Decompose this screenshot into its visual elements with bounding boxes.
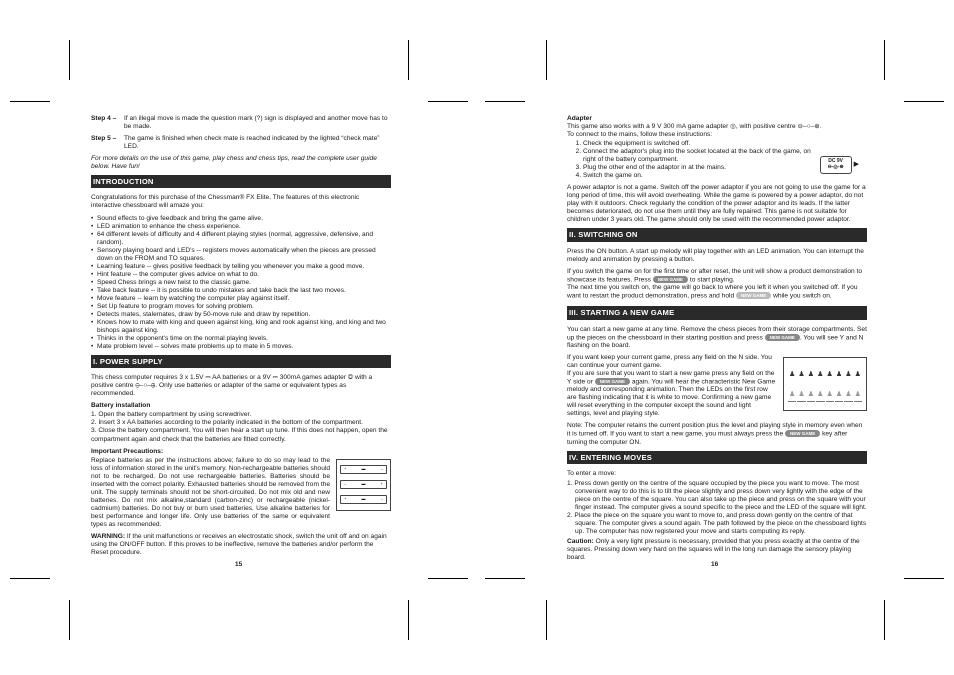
section-header-starting-new-game: III. STARTING A NEW GAME (567, 306, 867, 319)
adapter-text-part: This game also works with a 9 V 300 mA game adapter (567, 123, 729, 131)
new-game-key-icon: NEW GAME (653, 276, 688, 283)
adapter-plug-icon: ◎ (347, 374, 354, 382)
section-header-entering-moves: IV. ENTERING MOVES (567, 451, 867, 464)
switch-text-part: to start playing. (689, 276, 735, 283)
adapter-steps-block (567, 140, 867, 184)
list-item: 2. Place the piece on the square you want to move to, and press down gently on the centre of that square. The computer gives a sound again. The path followed by the piece on the chessboard lights up. The computer has now registered your move and starts computing its reply. (567, 512, 867, 536)
list-item: • Mate problem level -- solves mate problems up to mate in 5 moves. (91, 343, 391, 351)
warning-text: If the unit malfunctions or receives an electrostatic shock, switch the unit off and on again using the ON/OFF button. If this proves to be ineffective, remove the batteries and/or perform the Reset procedure. (91, 532, 387, 556)
list-item: • Set Up feature to program moves for solving problem. (91, 303, 391, 311)
list-item: • Sound effects to give feedback and bring the game alive. (91, 215, 391, 223)
crop-mark (884, 40, 885, 80)
switch-text-2 (567, 268, 867, 301)
list-item: • Detects mates, stalemates, draw by 50-move rule and draw by repetition. (91, 311, 391, 319)
start-note-part: Note: The computer retains the current position plus the level and playing style in memory even when it is turned off. If you want to start a new game, you must always press the (567, 422, 863, 438)
step-text: If an illegal move is made the question mark (?) sign is displayed and another move has to be made. (124, 115, 388, 131)
start-text-block (567, 354, 777, 423)
right-page (567, 115, 867, 566)
power-text (91, 374, 391, 398)
enter-steps (567, 480, 867, 536)
list-item: 1. Press down gently on the centre of the square occupied by the piece you want to move. The most convenient way to do this is to tilt the piece slightly and press down very lightly with the edge of the piece on the centre of the square. You can also take up the piece and press on the square with your finger instead. The computer gives a sound specific to the piece and the LED of the square will light. (567, 480, 867, 512)
crop-mark (428, 101, 468, 102)
adapter-text (567, 123, 867, 139)
switch-text-part: The next time you switch on, the game will go back to where you left it when you switched off. If you want to restart the product demonstration, press and hold (567, 284, 858, 300)
warning-label: WARNING: (91, 532, 126, 540)
step-label: Step 4 – (91, 115, 117, 122)
feature-list (91, 215, 391, 352)
crop-mark (69, 40, 70, 80)
step-text: The game is finished when check mate is reached indicated by the lighted “check mate” LED. (124, 135, 380, 151)
dc-symbol-icon: ⎓ (205, 374, 211, 382)
precautions-block (91, 457, 391, 529)
adapter-warning: A power adaptor is not a game. Switch off the power adaptor if you are not going to use the game for a long period of time, this will avoid overheating. While the game is powered by a power adaptor, do not play with it outdoors. Check regularly the condition of the power adaptor and its leads. If the latter becomes deteriorated, do not use them until they are fully repaired. This game is not suitable for children under 3 years old. The game should only be used with the recommended power adaptor. (567, 184, 866, 224)
crop-mark (904, 101, 944, 102)
start-text-part: You can start a new game at any time. Remove the chess pieces from their storage compartments. Set up the pieces on the chessboard in their starting position and press (567, 325, 867, 341)
arrow-right-icon: ▶ (853, 160, 859, 168)
caution-paragraph (567, 538, 867, 562)
new-game-key-icon: NEW GAME (736, 292, 771, 299)
list-item: • LED animation to enhance the chess experience. (91, 223, 391, 231)
adapter-label: DC 9V (828, 158, 843, 165)
battery-icon: + ▬ – (340, 495, 387, 504)
section-header-introduction: INTRODUCTION (91, 175, 391, 188)
enter-intro: To enter a move: (567, 470, 617, 478)
power-text-part: AA batteries or a 9V (212, 374, 271, 382)
list-item: • Hint feature -- the computer gives advice on what to do. (91, 271, 391, 279)
new-game-key-icon: NEW GAME (595, 378, 630, 385)
crop-mark (69, 600, 70, 640)
new-game-key-icon: NEW GAME (785, 430, 820, 437)
battery-icon: + ▬ – (340, 465, 387, 474)
adapter-illustration (820, 146, 859, 184)
list-item: • Thinks in the opponent's time on the normal playing levels. (91, 335, 391, 343)
list-item: • Learning feature -- gives positive feedback by telling you whenever you make a good move. (91, 263, 391, 271)
list-item: • 64 different levels of difficulty and 4 different playing styles (normal, aggressive, defensive, and random). (91, 231, 391, 247)
page-number: 15 (235, 561, 243, 568)
list-item: 3. Close the battery compartment. You will then hear a start up tune. If this does not happen, open the compartment again and check that the batteries are fitted correctly. (91, 427, 388, 443)
new-game-key-icon: NEW GAME (765, 334, 800, 341)
crop-mark (546, 600, 547, 640)
battery-install-title: Battery installation (91, 402, 151, 410)
adapter-text-part: , with positive centre (735, 123, 796, 131)
start-text-2: If you want keep your current game, press any field on the N side. You can continue your current game. (567, 353, 772, 369)
crop-mark (10, 101, 50, 102)
list-item: 2. Connect the adaptor's plug into the socket located at the back of the game, on right of the battery compartment. (583, 148, 814, 164)
caution-text: Only a very light pressure is necessary, provided that you press exactly at the centre of the squares. Pressing down very hard on the squares will in the long run damage the sensory playing board. (567, 538, 860, 562)
section-header-power-supply: I. POWER SUPPLY (91, 355, 391, 368)
power-text-part: 300mA games adapter (279, 374, 347, 382)
adapter-text-part: To connect to the mains, follow these instructions: (567, 131, 713, 139)
crop-mark (546, 40, 547, 80)
battery-install-steps (91, 411, 391, 443)
crop-mark (408, 600, 409, 640)
start-text-part: again. You will hear the characteristic New Game melody and corresponding animation. Then the LEDs on the first row are flashing indicating that it is white to move. Confirming a new game will reset everything in the computer except the sound and light settings, level and playing style. (567, 378, 776, 418)
chessboard-illustration (783, 357, 867, 411)
polarity-icon: ⊖–○–⊕ (135, 382, 156, 390)
start-note-part: key after turning the computer ON. (567, 430, 848, 446)
start-text-part: If you are sure that you want to start a new game press any field on the Y side or (567, 370, 775, 386)
warning-paragraph (91, 533, 391, 557)
left-page (91, 115, 391, 561)
list-item: • Move feature -- learn by watching the computer play against itself. (91, 295, 391, 303)
more-details-note: For more details on the use of this game, play chess and chess tips, read the complete user guide below. Have fun! (91, 155, 377, 171)
start-game-block (567, 354, 867, 423)
switch-text-part: If you switch the game on for the first time or after reset, the unit will show a product demonstration to showcase its features. Press (567, 267, 863, 283)
precautions-title: Important Precautions: (91, 447, 164, 455)
crop-mark (408, 40, 409, 80)
start-text-1 (567, 326, 867, 350)
adapter-title: Adapter (567, 115, 592, 122)
switch-text-part: while you switch on. (773, 292, 832, 300)
battery-compartment-illustration (336, 459, 391, 511)
adapter-plug-icon: ◎ (730, 123, 736, 131)
crop-mark (904, 578, 944, 579)
intro-text: Congratulations for this purchase of the Chessman® FX Elite. The features of this electronic interactive chessboard will amaze you: (91, 194, 360, 210)
step-label: Step 5 – (91, 135, 117, 143)
section-header-switching-on: II. SWITCHING ON (567, 228, 867, 241)
start-text-3 (567, 370, 777, 418)
adapter-text-part: . (819, 123, 822, 131)
power-text-part: with a positive centre (91, 374, 373, 390)
switch-text-1: Press the ON button. A start up melody will play together with an LED animation. You can interrupt the melody and animation by pressing a button. (567, 247, 864, 263)
list-item: • Knows how to mate with king and queen against king, king and rook against king, and king and two bishops against king. (91, 319, 391, 335)
adapter-steps (583, 140, 814, 180)
list-item: 4. Switch the game on. (583, 172, 814, 180)
crop-mark (884, 600, 885, 640)
start-note (567, 422, 867, 446)
caution-label: Caution: (567, 538, 594, 546)
crop-mark (10, 578, 50, 579)
list-item: 2. Insert 3 x AA batteries according to the polarity indicated in the bottom of the compartment. (91, 419, 363, 427)
power-text-part: . Only use batteries or adapter of the same or equivalent types as recommended. (91, 382, 347, 398)
battery-icon: – ▬ + (340, 480, 387, 489)
step-4 (91, 115, 391, 131)
crop-mark (428, 578, 468, 579)
polarity-icon: ⊖–○–⊕ (797, 123, 820, 131)
list-item: 3. Plug the other end of the adaptor in at the mains. (583, 164, 814, 172)
step-5 (91, 135, 391, 151)
chessboard-pieces (788, 368, 862, 402)
list-item: • Take back feature -- it is possible to undo mistakes and take back the last two moves. (91, 287, 391, 295)
crop-mark (485, 578, 525, 579)
list-item: 1. Check the equipment is switched off. (583, 140, 814, 148)
list-item: 1. Open the battery compartment by using screwdriver. (91, 411, 252, 419)
precautions-text: Replace batteries as per the instructions above; failure to do so may lead to the loss of information stored in the unit's memory. Non-rechargeable batteries should not to be recharged. Do not use rechargeable batteries. Batteries should be inserted with the correct polarity. Exhausted batteries should be removed from the unit. The supply terminals should not be short-circuited. Do not mix old and new batteries. Do not mix alkaline,standard (carbon-zinc) or rechargeable (nickel-cadmium) batteries. Do not buy or burn used batteries. Use alkaline batteries for best performance and longer life. Only use batteries of the same or equivalent types as recommended. (91, 456, 330, 528)
power-text-part: This chess computer requires 3 x 1.5V (91, 374, 204, 382)
dc-symbol-icon: ⎓ (272, 374, 278, 382)
dc-adapter-icon: DC 9V ⊖-◎-⊕ (820, 156, 852, 174)
start-text-part: . You will see Y and N flashing on the board. (567, 333, 864, 349)
list-item: • Sensory playing board and LED's -- registers moves automatically when the pieces are pressed down on the FROM and TO squares. (91, 247, 391, 263)
list-item: • Speed Chess brings a new twist to the classic game. (91, 279, 391, 287)
crop-mark (485, 101, 525, 102)
page-number: 16 (711, 561, 719, 568)
